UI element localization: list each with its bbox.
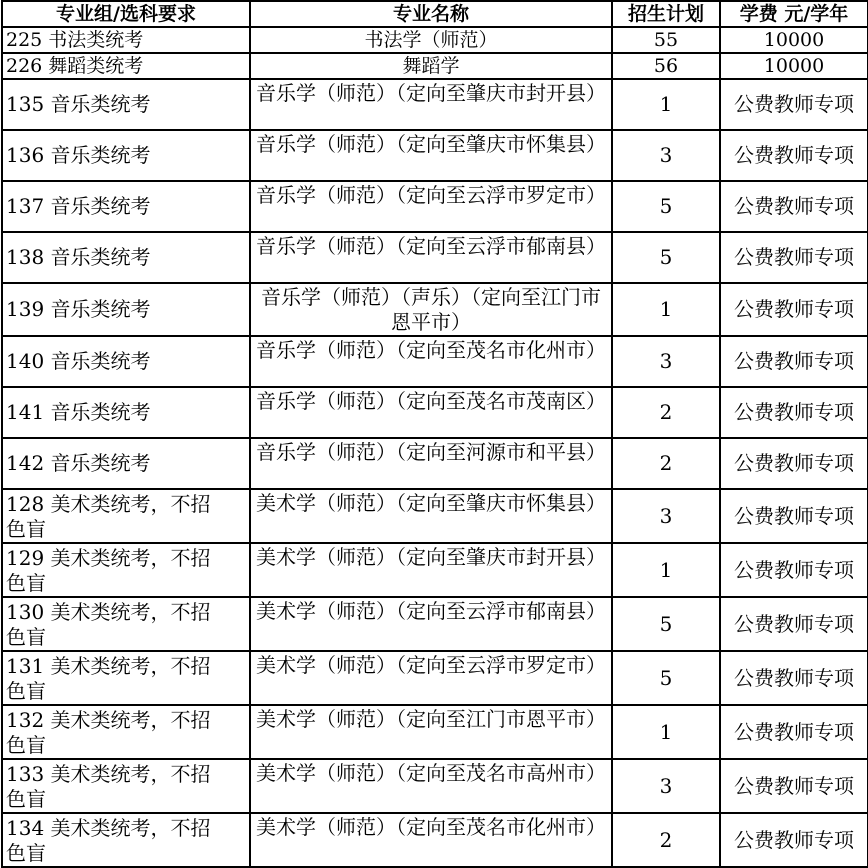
enrollment-plan-cell: 3 (612, 336, 720, 387)
tuition-cell: 公费教师专项 (720, 489, 868, 543)
table-row (2, 387, 868, 438)
enrollment-plan-cell: 55 (612, 27, 720, 53)
major-group-cell: 134 美术类统考，不招色盲 (2, 813, 250, 867)
major-group-cell: 135 音乐类统考 (2, 79, 250, 130)
tuition-cell: 公费教师专项 (720, 130, 868, 181)
major-name-cell (250, 489, 612, 543)
major-name-cell (250, 543, 612, 597)
table-row (2, 597, 868, 651)
table-row (2, 181, 868, 232)
major-name-text: 美术学（师范）（定向至茂名市高州市） (256, 761, 606, 785)
enrollment-plan-cell: 5 (612, 651, 720, 705)
major-name-cell (250, 79, 612, 130)
enrollment-plan-cell: 1 (612, 705, 720, 759)
major-name-text: 音乐学（师范）（定向至云浮市罗定市） (256, 183, 606, 207)
major-name-cell (250, 336, 612, 387)
major-group-cell: 129 美术类统考，不招色盲 (2, 543, 250, 597)
major-group-cell: 131 美术类统考，不招色盲 (2, 651, 250, 705)
tuition-cell: 10000 (720, 53, 868, 79)
header-row (2, 1, 868, 27)
major-name-text: 音乐学（师范）（定向至云浮市郁南县） (256, 234, 606, 258)
enrollment-plan-cell: 3 (612, 130, 720, 181)
tuition-cell: 公费教师专项 (720, 543, 868, 597)
enrollment-plan-cell: 5 (612, 181, 720, 232)
major-name-text: 美术学（师范）（定向至肇庆市怀集县） (256, 491, 606, 515)
enrollment-plan-cell: 1 (612, 543, 720, 597)
tuition-cell: 公费教师专项 (720, 79, 868, 130)
tuition-cell: 公费教师专项 (720, 283, 868, 336)
header-enrollment-plan: 招生计划 (612, 1, 720, 27)
enrollment-plan-cell: 2 (612, 438, 720, 489)
enrollment-plan-cell: 1 (612, 79, 720, 130)
table-row (2, 27, 868, 53)
table-row (2, 283, 868, 336)
table-body (2, 27, 868, 867)
tuition-cell: 公费教师专项 (720, 181, 868, 232)
header-group-requirement: 专业组/选科要求 (2, 1, 250, 27)
enrollment-plan-cell: 2 (612, 813, 720, 867)
table-row (2, 53, 868, 79)
major-group-cell: 225 书法类统考 (2, 27, 250, 53)
major-group-cell: 132 美术类统考，不招色盲 (2, 705, 250, 759)
major-name-cell (250, 232, 612, 283)
major-name-cell (250, 130, 612, 181)
table-row (2, 130, 868, 181)
table-row (2, 705, 868, 759)
table-row (2, 543, 868, 597)
table-row (2, 79, 868, 130)
major-group-cell: 136 音乐类统考 (2, 130, 250, 181)
major-name-cell (250, 283, 612, 336)
major-name-text: 书法学（师范） (364, 29, 498, 51)
table-row (2, 336, 868, 387)
major-group-cell: 226 舞蹈类统考 (2, 53, 250, 79)
table-row (2, 438, 868, 489)
major-name-text: 音乐学（师范）（定向至肇庆市怀集县） (256, 132, 606, 156)
tuition-cell: 10000 (720, 27, 868, 53)
major-name-cell (250, 53, 612, 79)
major-group-cell: 133 美术类统考，不招色盲 (2, 759, 250, 813)
table-row (2, 651, 868, 705)
major-name-cell (250, 27, 612, 53)
major-name-cell (250, 387, 612, 438)
major-name-text: 美术学（师范）（定向至云浮市罗定市） (256, 653, 606, 677)
major-name-text: 音乐学（师范）（定向至茂名市化州市） (256, 338, 606, 362)
enrollment-plan-table (1, 0, 868, 868)
enrollment-plan-cell: 1 (612, 283, 720, 336)
major-group-cell: 128 美术类统考，不招色盲 (2, 489, 250, 543)
enrollment-plan-cell: 3 (612, 489, 720, 543)
major-name-cell (250, 651, 612, 705)
enrollment-plan-cell: 56 (612, 53, 720, 79)
enrollment-plan-cell: 5 (612, 232, 720, 283)
tuition-cell: 公费教师专项 (720, 438, 868, 489)
major-name-text: 音乐学（师范）（定向至河源市和平县） (256, 440, 606, 464)
major-name-text: 美术学（师范）（定向至茂名市化州市） (256, 815, 606, 839)
header-tuition: 学费 元/学年 (720, 1, 868, 27)
major-name-cell (250, 813, 612, 867)
tuition-cell: 公费教师专项 (720, 387, 868, 438)
major-name-text: 美术学（师范）（定向至肇庆市封开县） (256, 545, 606, 569)
table-row (2, 759, 868, 813)
tuition-cell: 公费教师专项 (720, 813, 868, 867)
major-name-cell (250, 597, 612, 651)
major-name-text: 音乐学（师范）（定向至茂名市茂南区） (256, 389, 606, 413)
table-row (2, 813, 868, 867)
tuition-cell: 公费教师专项 (720, 651, 868, 705)
header-major-name: 专业名称 (250, 1, 612, 27)
tuition-cell: 公费教师专项 (720, 597, 868, 651)
major-group-cell: 130 美术类统考，不招色盲 (2, 597, 250, 651)
tuition-cell: 公费教师专项 (720, 705, 868, 759)
major-group-cell: 142 音乐类统考 (2, 438, 250, 489)
major-name-cell (250, 705, 612, 759)
table-row (2, 232, 868, 283)
table-row (2, 489, 868, 543)
major-name-text: 舞蹈学 (402, 55, 460, 77)
tuition-cell: 公费教师专项 (720, 232, 868, 283)
major-name-cell (250, 181, 612, 232)
major-group-cell: 140 音乐类统考 (2, 336, 250, 387)
major-group-cell: 139 音乐类统考 (2, 283, 250, 336)
major-name-text: 美术学（师范）（定向至江门市恩平市） (256, 707, 606, 731)
major-group-cell: 141 音乐类统考 (2, 387, 250, 438)
major-name-text: 音乐学（师范）（声乐）（定向至江门市恩平市） (261, 285, 601, 334)
major-group-cell: 137 音乐类统考 (2, 181, 250, 232)
major-name-text: 音乐学（师范）（定向至肇庆市封开县） (256, 81, 606, 105)
tuition-cell: 公费教师专项 (720, 759, 868, 813)
major-group-cell: 138 音乐类统考 (2, 232, 250, 283)
tuition-cell: 公费教师专项 (720, 336, 868, 387)
major-name-text: 美术学（师范）（定向至云浮市郁南县） (256, 599, 606, 623)
enrollment-plan-cell: 2 (612, 387, 720, 438)
major-name-cell (250, 438, 612, 489)
major-name-cell (250, 759, 612, 813)
table-header (2, 1, 868, 27)
enrollment-plan-cell: 5 (612, 597, 720, 651)
enrollment-plan-cell: 3 (612, 759, 720, 813)
